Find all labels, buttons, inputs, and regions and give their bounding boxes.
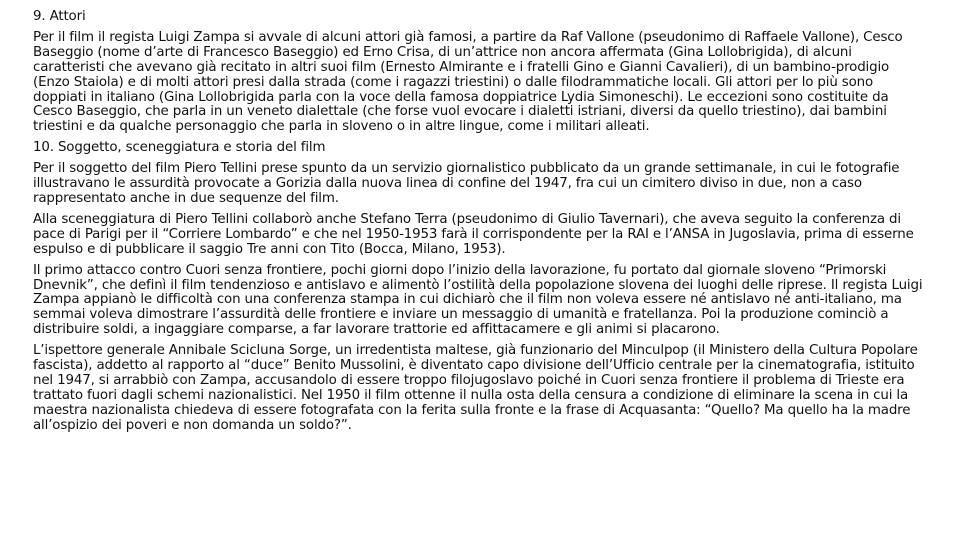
paragraph-first-attack: Il primo attacco contro Cuori senza frontiere, pochi giorni dopo l’inizio della lavorazione, fu portato dal giornale sloveno “Primorski Dnevnik”, che definì il film tendenzioso e antislavo e alimentò l’ostilità della popolazione slovena dei luoghi delle riprese. Il regista Luigi Zampa appianò le difficoltà con una conferenza stampa in cui dichiarò che il film non voleva essere né antislavo né anti-italiano, ma semmai voleva dimostrare l’assurdità delle frontiere e inviare un messaggio di umanità e fratellanza. Poi la produzione cominciò a distribuire soldi, a ingaggiare comparse, a far lavorare trattorie ed affittacamere e gli animi si placarono.	[33, 262, 923, 338]
section-heading-actors: 9. Attori	[33, 9, 86, 24]
paragraph-screenplay: Alla sceneggiatura di Piero Tellini collaborò anche Stefano Terra (pseudonimo di Giulio Tavernari), che aveva seguito la conferenza di pace di Parigi per il “Corriere Lombardo” e che nel 1950-1953 farà il corrispondente per la RAI e l’ANSA in Jugoslavia, prima di esserne espulso e di pubblicare il saggio Tre anni con Tito (Bocca, Milano, 1953).	[33, 211, 914, 257]
section-heading-story: 10. Soggetto, sceneggiatura e storia del film	[33, 140, 326, 156]
document-body	[33, 10, 923, 440]
paragraph-inspector: L’ispettore generale Annibale Scicluna Sorge, un irredentista maltese, già funzionario del Minculpop (il Ministero della Cultura Popolare fascista), addetto al rapporto al “duce” Benito Mussolini, è diventato capo divisione dell’Ufficio centrale per la cinematografia, istituito nel 1947, si arrabbiò con Zampa, accusandolo di essere troppo filojugoslavo poiché in Cuori senza frontiere il problema di Trieste era trattato fuori dagli schemi nazionalistici. Nel 1950 il film ottenne il nulla osta della censura a condizione di eliminare la scena in cui la maestra nazionalista chiedeva di essere fotografata con la ferita sulla fronte e la frase di Acquasanta: “Quello? Ma quello ha la madre all’ospizio dei poveri e non domanda un soldo?”.	[33, 343, 918, 433]
paragraph-actors: Per il film il regista Luigi Zampa si avvale di alcuni attori già famosi, a partire da Raf Vallone (pseudonimo di Raffaele Vallone), Cesco Baseggio (nome d’arte di Francesco Baseggio) ed Erno Crisa, di un’attrice non ancora affermata (Gina Lollobrigida), di alcuni caratteristi che avevano già recitato in altri suoi film (Ernesto Almirante e i fratelli Gino e Gianni Cavalieri), di un bambino-prodigio (Enzo Staiola) e di molti attori presi dalla strada (come i ragazzi triestini) o dalle filodrammatiche locali. Gli attori per lo più sono doppiati in italiano (Gina Lollobrigida parla con la voce della famosa doppiatrice Lydia Simoneschi). Le eccezioni sono costituite da Cesco Baseggio, che parla in un veneto dialettale (che forse vuol evocare i dialetti istriani, diversi da quello triestino), dai bambini triestini e da qualche personaggio che parla in sloveno o in altre lingue, come i militari alleati.	[33, 29, 903, 135]
paragraph-subject: Per il soggetto del film Piero Tellini prese spunto da un servizio giornalistico pubblicato da un grande settimanale, in cui le fotografie illustravano le assurdità provocate a Gorizia dalla nuova linea di confine del 1947, fra cui un cimitero diviso in due, non a caso rappresentato anche in due sequenze del film.	[33, 161, 900, 206]
